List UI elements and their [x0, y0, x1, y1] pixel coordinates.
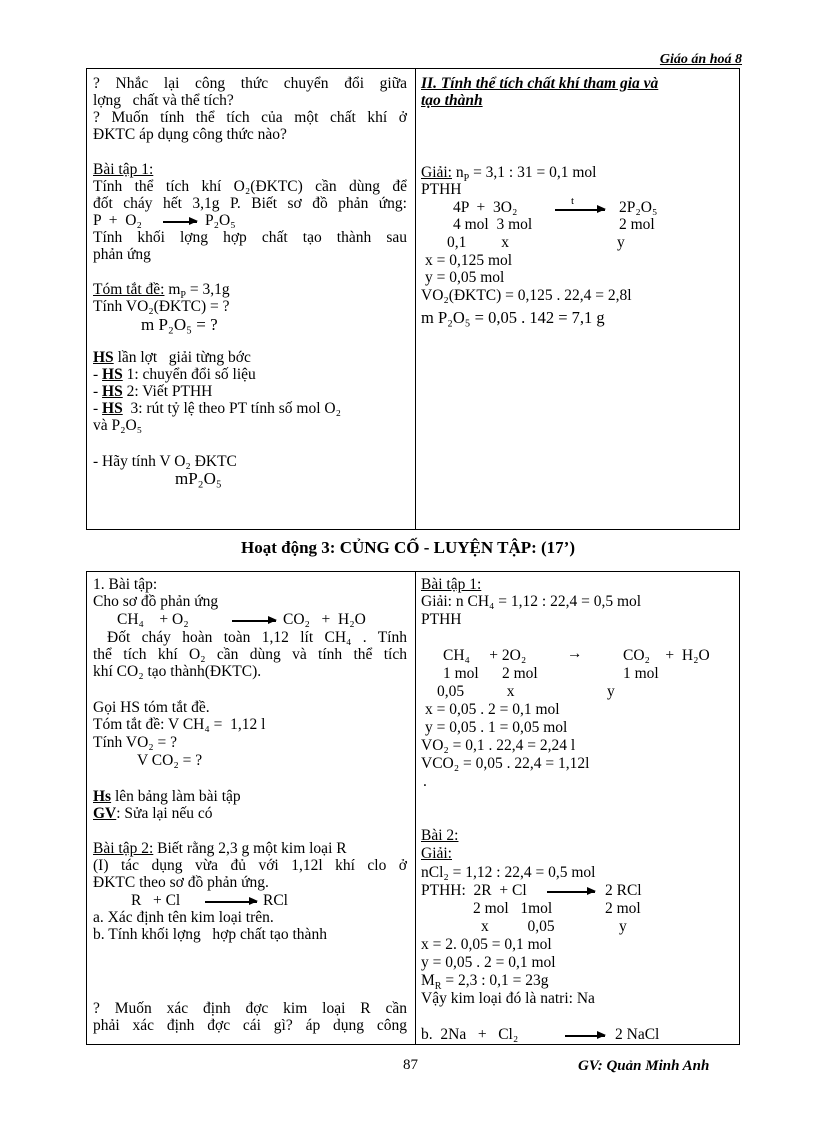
- exercise-1-line-1: Tính thể tích khí O₂(ĐKTC) cần dùng để: [93, 178, 407, 195]
- eq2-arrow: →: [567, 645, 583, 662]
- vals2-y: y: [619, 918, 627, 935]
- rcl-eq-arrow: [205, 901, 257, 903]
- eq1-left: 4P + 3O₂: [453, 199, 518, 216]
- hs-step-1: [93, 366, 256, 383]
- hs-board: [93, 788, 241, 805]
- mp2o5-result: m P₂O₅ = 0,05 . 142 = 7,1 g: [421, 308, 605, 327]
- exercise-intro: Cho sơ đồ phản ứng: [93, 593, 219, 610]
- call-student: Gọi HS tóm tắt đề.: [93, 699, 210, 716]
- solution-n-sub: P: [463, 173, 470, 185]
- eq2-right: CO₂ + H₂O: [623, 647, 710, 664]
- reaction-arrow: [163, 221, 197, 223]
- hs-intro-text: lần lợt giải từng bớc: [113, 349, 251, 366]
- eq1-arrow: [555, 209, 605, 211]
- mol2-right: 2 mol: [605, 900, 641, 917]
- exercise-1-label: Bài tập 1:: [93, 161, 154, 178]
- summary-vo2: Tính VO₂ = ?: [93, 734, 178, 751]
- hs-step-2: [93, 383, 212, 400]
- vo2-result: VO₂(ĐKTC) = 0,125 . 22,4 = 2,8l: [421, 287, 632, 304]
- metal-conclusion: Vậy kim loại đó là natri: Na: [421, 990, 595, 1007]
- solution-label: Giải:: [421, 164, 452, 181]
- eq1-mol: 4 mol 3 mol: [453, 216, 533, 233]
- eq1-vals: 0,1 x: [447, 234, 509, 251]
- summary-ch4: Tóm tắt đề: V CH₄ = 1,12 l: [93, 716, 266, 733]
- exercise-2-b: b. Tính khối lợng hợp chất tạo thành: [93, 926, 327, 943]
- pthh2-right: 2 RCl: [605, 882, 642, 899]
- exercise-2-a: a. Xác định tên kim loại trên.: [93, 909, 274, 926]
- hs-step-3: [93, 400, 341, 417]
- eq2-mol-right: 1 mol: [623, 665, 659, 682]
- na-eq-right: 2 NaCl: [615, 1026, 660, 1043]
- hs-step-3-cont: và P₂O₅: [93, 417, 143, 434]
- hs-label: HS: [93, 349, 114, 366]
- vo2-calc: VO₂ = 0,1 . 22,4 = 2,24 l: [421, 737, 576, 754]
- rcl-eq-right: RCl: [263, 892, 288, 909]
- hs-step-2-label: HS: [102, 383, 123, 400]
- pthh-label: PTHH: [421, 181, 462, 198]
- question-volume-formula: ? Muốn tính thể tích của một chất khí ở: [93, 109, 407, 126]
- summary-mass: m: [164, 281, 181, 298]
- question-conversion-cont: lợng chất và thể tích?: [93, 92, 234, 109]
- hs-step-1-label: HS: [102, 366, 123, 383]
- hs-step-3-dash: -: [93, 400, 103, 417]
- pthh2-arrow: [547, 891, 595, 893]
- mol2: 2 mol 1mol: [473, 900, 553, 917]
- eq1-mol-right: 2 mol: [619, 216, 655, 233]
- mr-symbol: M: [421, 972, 435, 989]
- hs-board-label: Hs: [93, 788, 112, 805]
- exercise-1-answer-label: Bài tập 1:: [421, 576, 482, 593]
- pthh-label-2: PTHH: [421, 611, 462, 628]
- content-column: [415, 69, 739, 529]
- hs-step-1-dash: -: [93, 366, 103, 383]
- calc-mp2o5: mP₂O₅: [175, 469, 222, 488]
- hs-step-1-text: 1: chuyển đổi số liệu: [122, 366, 256, 383]
- eq2-left: CH₄ + 2O₂: [443, 647, 527, 664]
- n-cl2: nCl₂ = 1,12 : 22,4 = 0,5 mol: [421, 864, 596, 881]
- exercise-2-answer-label: Bài 2:: [421, 827, 459, 844]
- teacher-name: GV: Quản Minh Anh: [578, 1058, 710, 1074]
- x-value: x = 0,125 mol: [425, 252, 513, 269]
- eq1-right: 2P₂O₅: [619, 199, 658, 216]
- exercise-2-line-2: (I) tác dụng vừa đủ với 1,12l khí clo ở: [93, 857, 407, 874]
- summary-mass-sub: P: [180, 290, 186, 302]
- gv-label: GV: [93, 805, 117, 822]
- gv-correct: [93, 805, 212, 822]
- hs-board-text: lên bảng làm bài tập: [111, 788, 241, 805]
- pthh2-left: PTHH: 2R + Cl: [421, 882, 527, 899]
- hs-step-2-dash: -: [93, 383, 103, 400]
- na-eq-left: b. 2Na + Cl₂: [421, 1026, 519, 1043]
- exercise-2-text: Biết rằng 2,3 g một kim loại R: [153, 840, 347, 857]
- ch4-eq-right: CO₂ + H₂O: [283, 611, 366, 628]
- activity-3-title: Hoạt động 3: CỦNG CỐ - LUYỆN TẬP: (17’): [240, 538, 575, 557]
- reaction-right: P₂O₅: [205, 212, 236, 229]
- section-title-cont: tạo thành: [421, 92, 483, 109]
- eq2-mol: 1 mol 2 mol: [443, 665, 538, 682]
- question-metal-cont: phải xác định đợc cái gì? áp dụng công: [93, 1017, 407, 1034]
- summary-vco2: V CO₂ = ?: [137, 752, 203, 769]
- question-conversion: ? Nhắc lại công thức chuyển đổi giữa: [93, 75, 407, 92]
- page-number: 87: [403, 1057, 418, 1073]
- solution-n: n: [452, 164, 464, 181]
- mr-value: = 2,3 : 0,1 = 23g: [441, 972, 549, 989]
- ch4-eq-arrow: [232, 620, 276, 622]
- solution-n-value: = 3,1 : 31 = 0,1 mol: [469, 164, 597, 181]
- eq2-y: y: [607, 683, 615, 700]
- eq2-vals: 0,05 x: [437, 683, 515, 700]
- exercise-text-3: khí CO₂ tạo thành(ĐKTC).: [93, 663, 262, 680]
- exercise-text-2: thể tích khí O₂ cần dùng và tính thể tích: [93, 646, 407, 663]
- vals2: x 0,05: [481, 918, 555, 935]
- exercise-text-1: Đốt cháy hoàn toàn 1,12 lít CH₄ . Tính: [107, 629, 407, 646]
- teacher-student-column-2: [87, 572, 416, 1044]
- y-value: y = 0,05 mol: [425, 269, 505, 286]
- question-volume-formula-cont: ĐKTC áp dụng công thức nào?: [93, 126, 287, 143]
- exercise-heading: 1. Bài tập:: [93, 576, 158, 593]
- solution-2-label: Giải:: [421, 845, 452, 862]
- hs-step-3-text: 3: rút tỷ lệ theo PT tính số mol O₂: [122, 400, 341, 417]
- eq1-condition: t: [571, 195, 575, 207]
- exercise-1-line-4: Tính khối lợng hợp chất tạo thành sau: [93, 229, 407, 246]
- x-calc: x = 0,05 . 2 = 0,1 mol: [425, 701, 560, 718]
- n-ch4: Giải: n CH₄ = 1,12 : 22,4 = 0,5 mol: [421, 593, 642, 610]
- summary-line-3: m P₂O₅ = ?: [141, 315, 218, 334]
- exercise-2-label: Bài tập 2:: [93, 840, 154, 857]
- exercise-1-line-5: phản ứng: [93, 246, 151, 263]
- document-header: Giáo án hoá 8: [659, 52, 742, 67]
- content-column-2: [415, 572, 739, 1044]
- exercise-2-line-1: [93, 840, 347, 857]
- gv-text: : Sửa lại nếu có: [116, 805, 213, 822]
- mr-sub: R: [434, 981, 442, 993]
- exercise-1-line-2: đốt cháy hết 3,1g P. Biết sơ đồ phản ứng:: [93, 195, 407, 212]
- summary-mass-value: = 3,1g: [185, 281, 230, 298]
- na-eq-arrow: [565, 1035, 605, 1037]
- hs-step-2-text: 2: Viết PTHH: [122, 383, 213, 400]
- question-metal: ? Muốn xác định đợc kim loại R cần: [93, 1000, 407, 1017]
- vco2-calc: VCO₂ = 0,05 . 22,4 = 1,12l: [421, 755, 590, 772]
- y-calc: y = 0,05 . 1 = 0,05 mol: [425, 719, 568, 736]
- section-title: II. Tính thể tích chất khí tham gia và: [421, 75, 659, 92]
- hs-intro: [93, 349, 251, 366]
- rcl-eq-left: R + Cl: [131, 892, 181, 909]
- ch4-eq-left: CH₄ + O₂: [117, 611, 189, 628]
- lesson-table-1: [86, 68, 740, 530]
- exercise-2-line-3: ĐKTC theo sơ đồ phản ứng.: [93, 874, 269, 891]
- summary-label: Tóm tắt đề:: [93, 281, 165, 298]
- stray-dot: .: [423, 773, 427, 790]
- eq1-y: y: [617, 234, 625, 251]
- x2-calc: x = 2. 0,05 = 0,1 mol: [421, 936, 552, 953]
- calc-vo2: - Hãy tính V O₂ ĐKTC: [93, 453, 237, 470]
- hs-step-3-label: HS: [102, 400, 123, 417]
- teacher-student-column: [87, 69, 416, 529]
- lesson-table-2: [86, 571, 740, 1045]
- summary-line-2: Tính VO₂(ĐKTC) = ?: [93, 298, 230, 315]
- y2-calc: y = 0,05 . 2 = 0,1 mol: [421, 954, 556, 971]
- reaction-left: P + O₂: [93, 212, 142, 229]
